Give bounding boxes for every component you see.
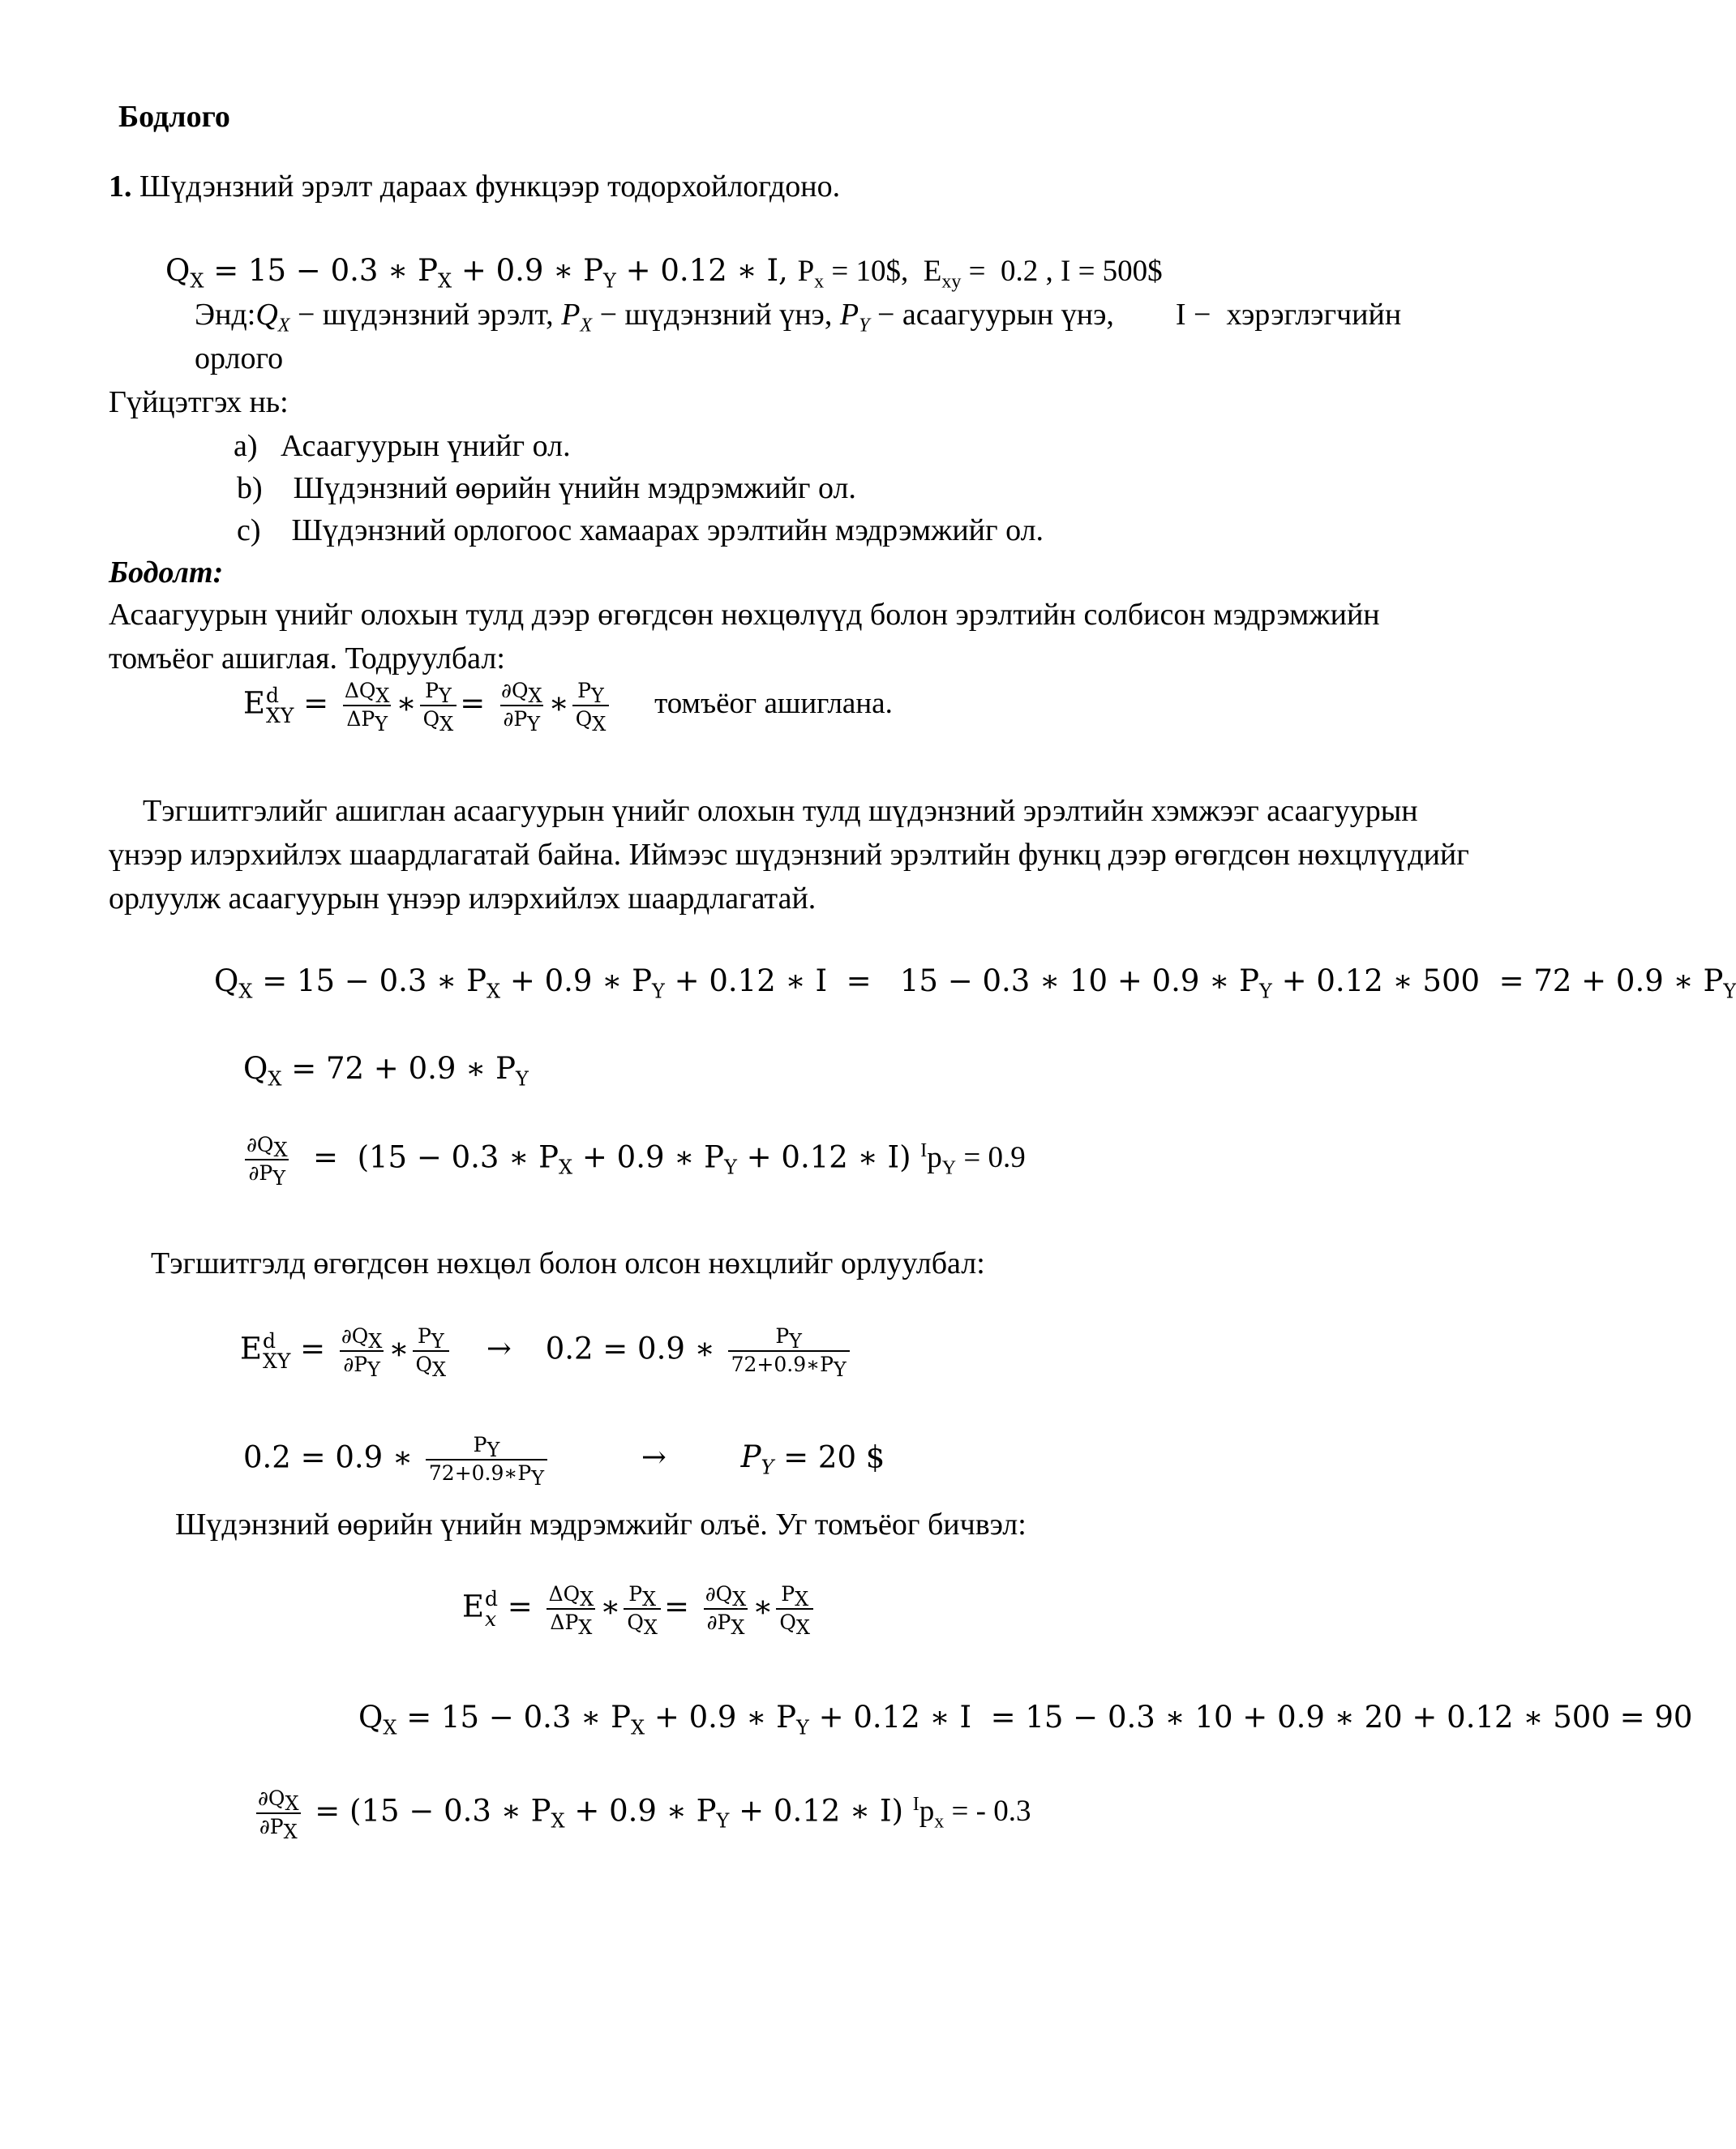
where-line-1: $Энд:Q_X$ − шүдэнзний эрэлт, $P_X$ − шүдэнзний үнэ, $P_Y$ − асаагуурын үнэ, I − хэрэглэгчийн [195, 298, 1402, 337]
para1-line-3: орлуулж асаагуурын үнээр илэрхийлэх шаардлагатай. [109, 881, 817, 916]
solve2-lhs: 0.2 = 0.9 ∗ [243, 1439, 414, 1475]
solution-header: Бодолт: [109, 555, 224, 590]
arrow-1: → [486, 1331, 512, 1366]
task-b-marker: b) [237, 471, 263, 505]
task-b-text: Шүдэнзний өөрийн үнийн мэдрэмжийг ол. [293, 471, 856, 505]
qx-value-equation: $Q_X = 15 - 0.3$ ∗ $P_X + 0.9$ ∗ $P_Y + 0.12$ ∗ I = 15 − 0.3 ∗ 10 + 0.9 ∗ 20 + 0.12 ∗ 500 = 90 [358, 1700, 1693, 1739]
task-a-marker: a) [234, 429, 258, 463]
derivative-py: $\frac{\partial Q_X}{\partial P_Y}$ = (15 − 0.3 ∗ $P_X + 0.9$ ∗ $P_Y + 0.12$ ∗ I) $^Ip_Y = 0.9$ [246, 1133, 1026, 1190]
problem-number: 1. [109, 169, 132, 204]
given-equation: $Q_X = 15 - 0.3$ ∗ $P_X + 0.9$ ∗ $P_Y + 0.12$ ∗ I, $P_x$ = 10$, $E_{xy} = 0.2$ , I = 500$ [165, 253, 1163, 293]
solve-equation: 0.2 = 0.9 ∗ $\frac{P_Y}{72+0.9∗P_Y}$ → $P_Y = 20$ $ [243, 1433, 885, 1490]
tasks-header: Гүйцэтгэх нь: [109, 385, 289, 419]
para2: Тэгшитгэлд өгөгдсөн нөхцөл болон олсон нөхцлийг орлуулбал: [151, 1246, 985, 1280]
qx-equation: $Q_X = 72 + 0.9$ ∗ $P_Y$ [243, 1051, 529, 1091]
task-c-marker: c) [237, 513, 261, 547]
solve-rhs: 0.2 = 0.9 ∗ [545, 1331, 715, 1366]
substitution-equation: $Q_X = 15 - 0.3$ ∗ $P_X + 0.9$ ∗ $P_Y + 0.12$ ∗ I = 15 − 0.3 ∗ 10 + 0.9 ∗ $P_Y + 0.12$ ∗ 500 = 72 + 0.9 ∗ $P_Y$ [214, 963, 1736, 1003]
formula-note: томъёог ашиглана. [654, 687, 893, 721]
cross-elasticity-formula: E d XY = $\frac{\Delta Q_X}{\Delta P_Y}$ ∗ $\frac{P_Y}{Q_X}$ = $\frac{\partial Q_X}{\partial P_Y}$ ∗ $\frac{P_Y}{Q_X}$ томъёог ашиглана. [243, 679, 893, 736]
arrow-2: → [641, 1439, 667, 1475]
elasticity-substitution: E d XY = $\frac{\partial Q_X}{\partial P_Y}$ ∗ $\frac{P_Y}{Q_X}$ → 0.2 = 0.9 ∗ $\frac{P_Y}{72+0.9∗P_Y}$ [240, 1325, 853, 1377]
para1-line-1: Тэгшитгэлийг ашиглан асаагуурын үнийг олохын тулд шүдэнзний эрэлтийн хэмжээг асаагуурын [143, 794, 1418, 828]
task-a-text: Асаагуурын үнийг ол. [281, 429, 571, 463]
solution-intro-2: томъёог ашиглая. Тодруулбал: [109, 641, 505, 676]
para1-line-2: үнээр илэрхийлэх шаардлагатай байна. Иймээс шүдэнзний эрэлтийн функц дээр өгөгдсөн нөхцлүүдийг [109, 838, 1469, 872]
solution-intro-1: Асаагуурын үнийг олохын тулд дээр өгөгдсөн нөхцөлүүд болон эрэлтийн солбисон мэдрэмжийн [109, 598, 1380, 632]
task-c [237, 513, 1044, 550]
task-c-text: Шүдэнзний орлогоос хамаарах эрэлтийн мэдрэмжийг ол. [291, 513, 1044, 547]
para3: Шүдэнзний өөрийн үнийн мэдрэмжийг олъё. Уг томъёог бичвэл: [175, 1508, 1027, 1542]
own-price-elasticity-formula: E d x = $\frac{\Delta Q_X}{\Delta P_X}$ ∗ $\frac{P_X}{Q_X}$ = $\frac{\partial Q_X}{\partial P_X}$ ∗ $\frac{P_X}{Q_X}$ [462, 1583, 817, 1635]
problem-statement [109, 169, 840, 206]
task-b [237, 470, 856, 508]
problem-text: Шүдэнзний эрэлт дараах функцээр тодорхойлогдоно. [139, 169, 841, 204]
derivative-px: $\frac{\partial Q_X}{\partial P_X}$ = (15 − 0.3 ∗ $P_X + 0.9$ ∗ $P_Y + 0.12$ ∗ I) $^Ip_x$ = - 0.3 [251, 1787, 1031, 1839]
task-a [234, 428, 571, 465]
page-title: Бодлого [118, 100, 230, 134]
where-line-2: орлого [195, 341, 284, 375]
